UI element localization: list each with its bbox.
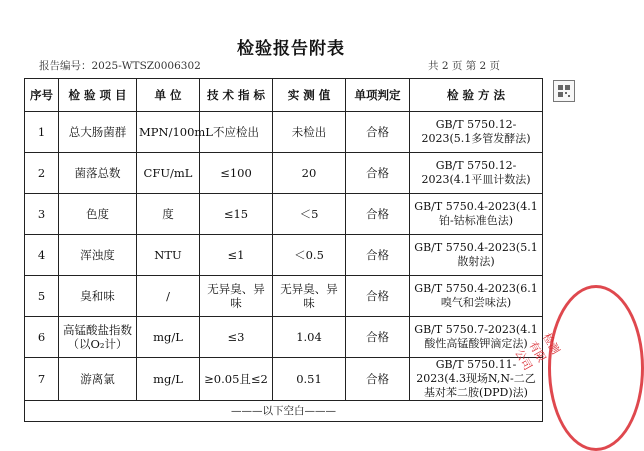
company-seal	[548, 285, 644, 451]
header-method: 检 验 方 法	[410, 79, 543, 112]
cell-item: 臭和味	[59, 276, 137, 317]
cell-index: 7	[25, 358, 59, 401]
cell-method: GB/T 5750.12-2023(5.1多管发酵法)	[410, 112, 543, 153]
header-standard: 技 术 指 标	[200, 79, 273, 112]
blank-below-note: ———以下空白———	[25, 401, 543, 422]
cell-judgement: 合格	[346, 317, 410, 358]
table-row	[25, 358, 543, 401]
cell-index: 1	[25, 112, 59, 153]
cell-standard: ≥0.05且≤2	[200, 358, 273, 401]
qr-code-icon[interactable]	[553, 80, 575, 102]
header-measured: 实 测 值	[273, 79, 346, 112]
cell-unit: CFU/mL	[137, 153, 200, 194]
header-unit: 单 位	[137, 79, 200, 112]
cell-method: GB/T 5750.4-2023(6.1嗅气和尝味法)	[410, 276, 543, 317]
header-judgement: 单项判定	[346, 79, 410, 112]
cell-judgement: 合格	[346, 276, 410, 317]
cell-method: GB/T 5750.4-2023(5.1散射法)	[410, 235, 543, 276]
cell-measured: ＜5	[273, 194, 346, 235]
cell-unit: /	[137, 276, 200, 317]
cell-unit: MPN/100mL	[137, 112, 200, 153]
report-number: 报告编号：2025-WTSZ0006302	[39, 60, 201, 72]
page-info: 共 2 页 第 2 页	[428, 60, 501, 72]
cell-standard: 不应检出	[200, 112, 273, 153]
cell-standard: ≤3	[200, 317, 273, 358]
cell-index: 5	[25, 276, 59, 317]
seal-text: 检测有限公司	[512, 331, 563, 373]
header-item: 检 验 项 目	[59, 79, 137, 112]
header-index: 序号	[25, 79, 59, 112]
table-row	[25, 112, 543, 153]
cell-judgement: 合格	[346, 194, 410, 235]
cell-method: GB/T 5750.12-2023(4.1平皿计数法)	[410, 153, 543, 194]
cell-method: GB/T 5750.7-2023(4.1酸性高锰酸钾滴定法)	[410, 317, 543, 358]
table-header-row	[25, 79, 543, 112]
cell-index: 4	[25, 235, 59, 276]
cell-unit: NTU	[137, 235, 200, 276]
cell-index: 2	[25, 153, 59, 194]
cell-measured: ＜0.5	[273, 235, 346, 276]
results-table	[24, 78, 543, 422]
cell-method: GB/T 5750.4-2023(4.1铂-钴标准色法)	[410, 194, 543, 235]
cell-judgement: 合格	[346, 112, 410, 153]
cell-unit: mg/L	[137, 317, 200, 358]
cell-judgement: 合格	[346, 235, 410, 276]
table-row	[25, 276, 543, 317]
cell-measured: 未检出	[273, 112, 346, 153]
cell-judgement: 合格	[346, 153, 410, 194]
report-title: 检验报告附表	[237, 39, 345, 59]
cell-judgement: 合格	[346, 358, 410, 401]
cell-standard: 无异臭、异味	[200, 276, 273, 317]
cell-item: 菌落总数	[59, 153, 137, 194]
cell-item: 浑浊度	[59, 235, 137, 276]
cell-measured: 0.51	[273, 358, 346, 401]
cell-standard: ≤15	[200, 194, 273, 235]
table-row	[25, 153, 543, 194]
table-row	[25, 194, 543, 235]
cell-measured: 无异臭、异味	[273, 276, 346, 317]
cell-method: GB/T 5750.11-2023(4.3现场N,N-二乙基对苯二胺(DPD)法)	[410, 358, 543, 401]
cell-item: 色度	[59, 194, 137, 235]
cell-measured: 20	[273, 153, 346, 194]
table-footer-row	[25, 401, 543, 422]
cell-index: 3	[25, 194, 59, 235]
cell-item: 游离氯	[59, 358, 137, 401]
cell-unit: 度	[137, 194, 200, 235]
cell-index: 6	[25, 317, 59, 358]
cell-standard: ≤100	[200, 153, 273, 194]
table-row	[25, 317, 543, 358]
cell-unit: mg/L	[137, 358, 200, 401]
cell-item: 总大肠菌群	[59, 112, 137, 153]
table-row	[25, 235, 543, 276]
cell-item: 高锰酸盐指数（以O₂计）	[59, 317, 137, 358]
cell-measured: 1.04	[273, 317, 346, 358]
cell-standard: ≤1	[200, 235, 273, 276]
